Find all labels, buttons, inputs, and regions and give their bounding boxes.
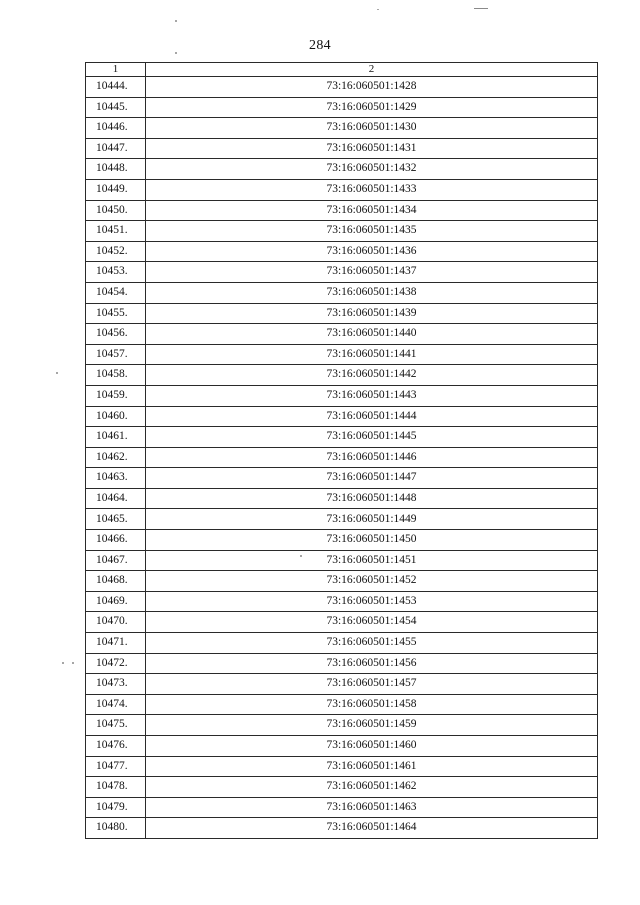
row-number: 10470. (86, 612, 146, 633)
table-row (86, 385, 598, 406)
row-number: 10460. (86, 406, 146, 427)
cadastral-number: 73:16:060501:1435 (146, 221, 598, 242)
row-number: 10461. (86, 427, 146, 448)
cadastral-number: 73:16:060501:1454 (146, 612, 598, 633)
cadastral-number: 73:16:060501:1458 (146, 694, 598, 715)
row-number: 10449. (86, 179, 146, 200)
cadastral-number: 73:16:060501:1459 (146, 715, 598, 736)
row-number: 10478. (86, 777, 146, 798)
table-row (86, 427, 598, 448)
row-number: 10473. (86, 674, 146, 695)
table-row (86, 777, 598, 798)
table-row (86, 221, 598, 242)
table-row (86, 282, 598, 303)
row-number: 10471. (86, 633, 146, 654)
cadastral-number: 73:16:060501:1440 (146, 324, 598, 345)
cadastral-number: 73:16:060501:1434 (146, 200, 598, 221)
row-number: 10445. (86, 97, 146, 118)
cadastral-number: 73:16:060501:1461 (146, 756, 598, 777)
cadastral-number: 73:16:060501:1462 (146, 777, 598, 798)
table-row (86, 571, 598, 592)
row-number: 10454. (86, 282, 146, 303)
cadastral-number: 73:16:060501:1431 (146, 138, 598, 159)
table-row (86, 591, 598, 612)
table-row (86, 633, 598, 654)
scan-speck (72, 662, 74, 664)
row-number: 10476. (86, 736, 146, 757)
cadastral-number: 73:16:060501:1453 (146, 591, 598, 612)
table-row (86, 406, 598, 427)
cadastral-number: 73:16:060501:1457 (146, 674, 598, 695)
scan-speck (474, 8, 488, 9)
cadastral-number: 73:16:060501:1428 (146, 77, 598, 98)
column-header-number: 1 (86, 63, 146, 77)
table-row (86, 138, 598, 159)
cadastral-number: 73:16:060501:1430 (146, 118, 598, 139)
table-row (86, 550, 598, 571)
table-row (86, 241, 598, 262)
row-number: 10464. (86, 488, 146, 509)
scan-speck (377, 9, 379, 10)
table-row (86, 324, 598, 345)
row-number: 10451. (86, 221, 146, 242)
row-number: 10462. (86, 447, 146, 468)
column-header-cadastral: 2 (146, 63, 598, 77)
table-row (86, 756, 598, 777)
table-row (86, 694, 598, 715)
cadastral-number: 73:16:060501:1433 (146, 179, 598, 200)
table-row (86, 303, 598, 324)
table-header-row (86, 63, 598, 77)
registry-table (85, 62, 598, 839)
cadastral-number: 73:16:060501:1448 (146, 488, 598, 509)
table-row (86, 797, 598, 818)
table-row (86, 118, 598, 139)
table-row (86, 674, 598, 695)
row-number: 10469. (86, 591, 146, 612)
row-number: 10458. (86, 365, 146, 386)
row-number: 10446. (86, 118, 146, 139)
table-body (86, 77, 598, 839)
cadastral-number: 73:16:060501:1443 (146, 385, 598, 406)
cadastral-number: 73:16:060501:1444 (146, 406, 598, 427)
cadastral-number: 73:16:060501:1455 (146, 633, 598, 654)
cadastral-number: 73:16:060501:1437 (146, 262, 598, 283)
cadastral-number: 73:16:060501:1438 (146, 282, 598, 303)
table-row (86, 179, 598, 200)
row-number: 10450. (86, 200, 146, 221)
table-row (86, 365, 598, 386)
cadastral-number: 73:16:060501:1464 (146, 818, 598, 839)
row-number: 10444. (86, 77, 146, 98)
row-number: 10479. (86, 797, 146, 818)
scan-speck (175, 20, 177, 22)
row-number: 10455. (86, 303, 146, 324)
cadastral-number: 73:16:060501:1447 (146, 468, 598, 489)
row-number: 10472. (86, 653, 146, 674)
cadastral-number: 73:16:060501:1460 (146, 736, 598, 757)
cadastral-number: 73:16:060501:1442 (146, 365, 598, 386)
table-row (86, 488, 598, 509)
table-row (86, 653, 598, 674)
table-row (86, 262, 598, 283)
table-row (86, 509, 598, 530)
cadastral-number: 73:16:060501:1456 (146, 653, 598, 674)
row-number: 10467. (86, 550, 146, 571)
row-number: 10453. (86, 262, 146, 283)
cadastral-number: 73:16:060501:1439 (146, 303, 598, 324)
table-row (86, 736, 598, 757)
row-number: 10459. (86, 385, 146, 406)
row-number: 10447. (86, 138, 146, 159)
table-row (86, 530, 598, 551)
scan-speck (62, 662, 64, 664)
row-number: 10465. (86, 509, 146, 530)
table-row (86, 715, 598, 736)
table-row (86, 344, 598, 365)
table-row (86, 77, 598, 98)
table-row (86, 200, 598, 221)
table-row (86, 447, 598, 468)
table-row (86, 468, 598, 489)
row-number: 10463. (86, 468, 146, 489)
cadastral-number: 73:16:060501:1429 (146, 97, 598, 118)
row-number: 10466. (86, 530, 146, 551)
cadastral-number: 73:16:060501:1446 (146, 447, 598, 468)
cadastral-number: 73:16:060501:1449 (146, 509, 598, 530)
row-number: 10480. (86, 818, 146, 839)
table-row (86, 818, 598, 839)
table-row (86, 612, 598, 633)
cadastral-number: 73:16:060501:1451 (146, 550, 598, 571)
scan-speck (56, 372, 58, 374)
cadastral-number: 73:16:060501:1450 (146, 530, 598, 551)
row-number: 10457. (86, 344, 146, 365)
table-row (86, 159, 598, 180)
page-number: 284 (309, 38, 331, 53)
cadastral-number: 73:16:060501:1441 (146, 344, 598, 365)
row-number: 10468. (86, 571, 146, 592)
cadastral-number: 73:16:060501:1432 (146, 159, 598, 180)
table-row (86, 97, 598, 118)
row-number: 10475. (86, 715, 146, 736)
cadastral-number: 73:16:060501:1436 (146, 241, 598, 262)
row-number: 10474. (86, 694, 146, 715)
row-number: 10452. (86, 241, 146, 262)
cadastral-number: 73:16:060501:1463 (146, 797, 598, 818)
row-number: 10448. (86, 159, 146, 180)
row-number: 10456. (86, 324, 146, 345)
row-number: 10477. (86, 756, 146, 777)
cadastral-number: 73:16:060501:1445 (146, 427, 598, 448)
cadastral-number: 73:16:060501:1452 (146, 571, 598, 592)
